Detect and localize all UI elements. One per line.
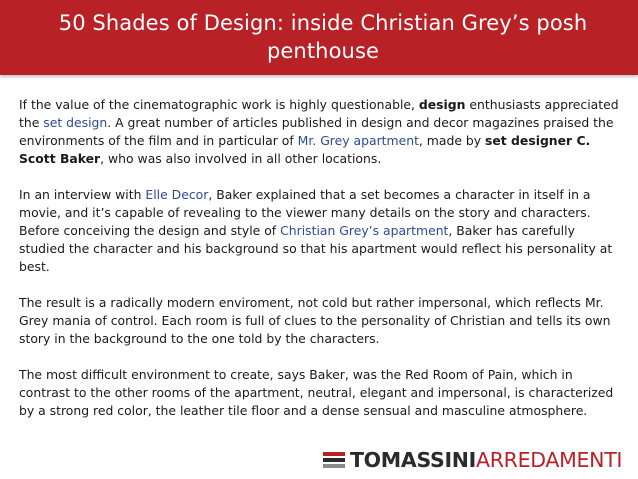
bold-design: design [418,97,466,112]
bold-set-designer: set designer C. Scott Baker [19,133,591,166]
tomassini-logo [322,447,622,473]
paragraph-4: The most difficult environment to create, says Baker, was the Red Room of Pain, which in contrast to the other rooms of the apartment, neutral, elegant and impersonal, is characterized by a strong red color, the leather tile floor and a dense sensual and masculine atmosphere. [19,367,614,418]
page-title: 50 Shades of Design: inside Christian Grey’s posh penthouse [58,11,588,63]
link-mr-grey-apartment[interactable]: Mr. Grey apartment [297,133,419,148]
title-banner [0,0,638,75]
link-christian-greys-apartment[interactable]: Christian Grey’s apartment [280,223,449,238]
link-elle-decor[interactable]: Elle Decor [145,187,209,202]
link-set-design[interactable]: set design [43,115,108,130]
logo-wordmark [350,447,622,473]
paragraph-3: The result is a radically modern enviroment, not cold but rather impersonal, which reflects Mr. Grey mania of control. Each room is full of clues to the personality of Christian and tells its own story in the background to the one told by the characters. [19,295,611,346]
paragraph-1 [19,96,624,168]
article-body [19,96,624,438]
text: enthusiasts appreciated the [19,97,619,130]
logo-word-arredamenti: ARREDAMENTI [476,448,623,472]
paragraph-2 [19,186,624,276]
text: In an interview with [19,187,146,202]
text: , who was also involved in all other locations. [100,151,382,166]
text: . A great number of articles published in design and decor magazines praised the environments of the film and in particular of [19,115,614,148]
tomassini-logo-icon [322,448,346,472]
text: , made by [418,133,486,148]
logo-word-tomassini: TOMASSINI [350,448,476,472]
text: , Baker explained that a set becomes a character in itself in a movie, and it’s capable of revealing to the viewer many details on the story and characters. Before conceiving the design and style of [19,187,591,238]
text: , Baker has carefully studied the character and his background so that his apartment would reflect his personality at best. [19,223,613,274]
text: If the value of the cinematographic work is highly questionable, [19,97,419,112]
